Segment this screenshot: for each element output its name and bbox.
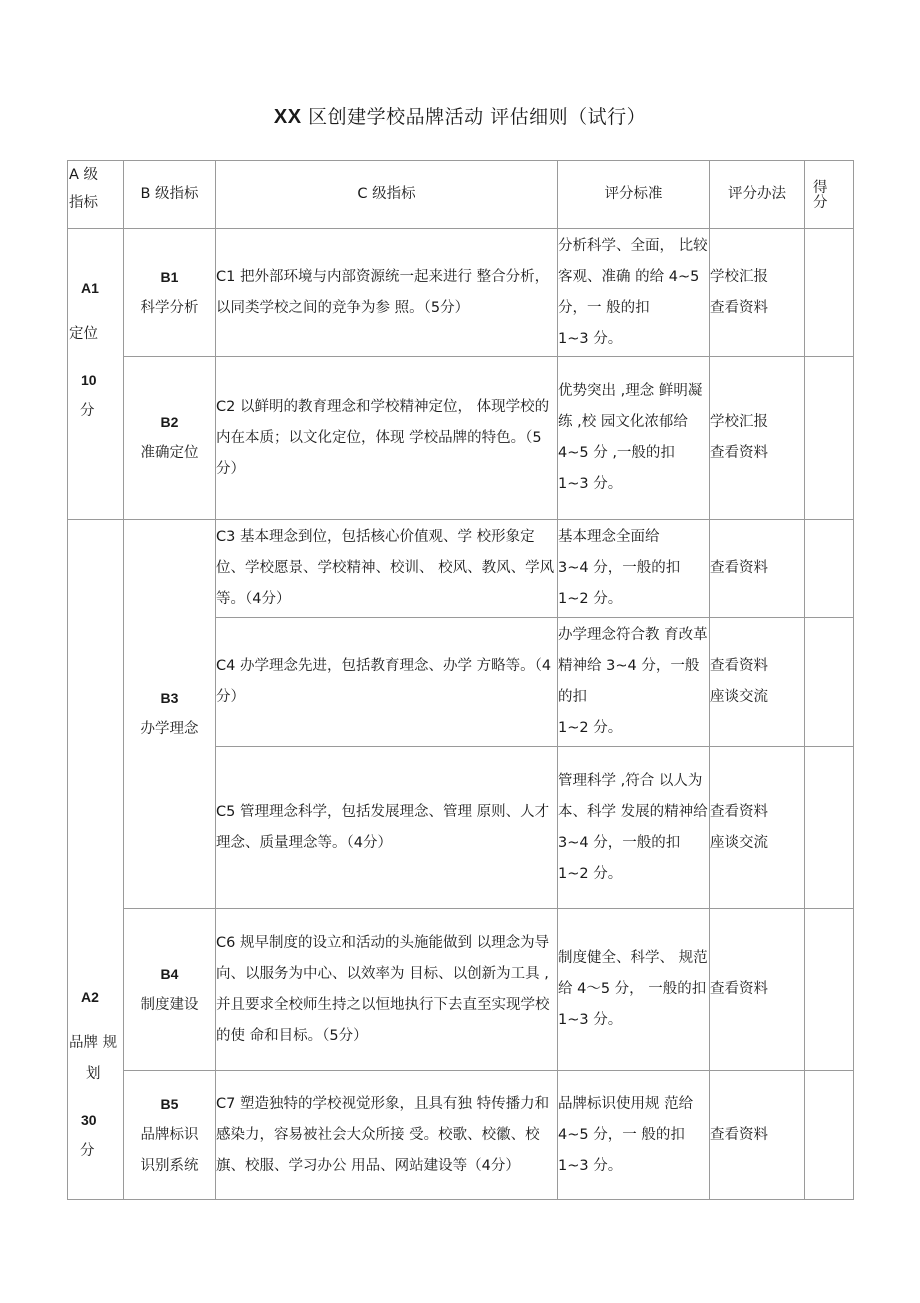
- table-row: [68, 520, 854, 618]
- b4-code: B4: [160, 965, 179, 982]
- a2-name: 品牌 规: [69, 1035, 118, 1051]
- header-score-line1: 得: [813, 180, 828, 196]
- c6-criteria: 制度健全、科学、 规范给 4〜5 分， 一般的扣 1~3 分。: [558, 909, 710, 1071]
- c5-criteria: 管理科学 ,符合 以人为本、科学 发展的精神给 3~4 分，一般的扣 1~2 分。: [558, 747, 710, 909]
- c4-criteria: 办学理念符合教 育改革精神给 3~4 分，一般的扣 1~2 分。: [558, 618, 710, 747]
- a2-cell: [68, 520, 124, 1200]
- c7-method: 查看资料: [710, 1071, 805, 1200]
- c4-method: 查看资料 座谈交流: [710, 618, 805, 747]
- page-title: [0, 102, 920, 129]
- c3-criteria: 基本理念全面给 3~4 分，一般的扣 1~2 分。: [558, 520, 710, 618]
- header-score: [805, 161, 854, 229]
- b5-name-line2: 识别系统: [140, 1157, 199, 1174]
- c2-method: 学校汇报 查看资料: [710, 357, 805, 520]
- b2-cell: [124, 357, 216, 520]
- c7-cell: C7 塑造独特的学校视觉形象，且具有独 特传播力和感染力，容易被社会大众所接 受。校歌、校徽、校旗、校服、学习办公 用品、网站建设等（4分）: [216, 1071, 558, 1200]
- c3-method: 查看资料: [710, 520, 805, 618]
- c4-cell: C4 办学理念先进，包括教育理念、办学 方略等。（4分）: [216, 618, 558, 747]
- c2-criteria: 优势突出 ,理念 鲜明凝练 ,校 园文化浓郁给 4~5 分 ,一般的扣 1~3 分。: [558, 357, 710, 520]
- c1-cell: C1 把外部环境与内部资源统一起来进行 整合分析，以同类学校之间的竞争为参 照。（5分）: [216, 229, 558, 357]
- header-a-line1: A 级: [69, 167, 99, 183]
- b1-code: B1: [160, 268, 179, 285]
- b5-cell: [124, 1071, 216, 1200]
- b3-code: B3: [160, 690, 179, 706]
- c1-method: 学校汇报 查看资料: [710, 229, 805, 357]
- header-score-line2: 分: [813, 195, 828, 211]
- header-b-level: B 级指标: [124, 161, 216, 229]
- header-criteria: 评分标准: [558, 161, 710, 229]
- c1-score-cell: [805, 229, 854, 357]
- c3-cell: C3 基本理念到位，包括核心价值观、学 校形象定位、学校愿景、学校精神、校训、 校风、教风、学风等。（4分）: [216, 520, 558, 618]
- b2-code: B2: [160, 414, 179, 430]
- c6-cell: C6 规早制度的设立和活动的头施能做到 以理念为导向、以服务为中心、以效率为 目标、以创新为工具 ,并且要求全校师生持之以恒地执行下去直至实现学校的使 命和目标。（5分）: [216, 909, 558, 1071]
- b5-name: 品牌标识: [140, 1126, 199, 1143]
- b1-name: 科学分析: [140, 299, 199, 316]
- table-row: [68, 1071, 854, 1200]
- a2-name-line2: 划: [86, 1066, 101, 1082]
- header-row: [68, 161, 854, 229]
- a1-code: A1: [81, 280, 99, 296]
- c5-method: 查看资料 座谈交流: [710, 747, 805, 909]
- evaluation-table: [67, 160, 854, 1200]
- b4-name: 制度建设: [140, 996, 199, 1013]
- b3-cell: [124, 520, 216, 909]
- b3-name: 办学理念: [140, 721, 199, 737]
- table-row: [68, 357, 854, 520]
- title-prefix: XX: [273, 106, 302, 128]
- header-a-level: [68, 161, 124, 229]
- c4-score-cell: [805, 618, 854, 747]
- table-row: [68, 229, 854, 357]
- b5-code: B5: [160, 1095, 179, 1112]
- a1-name: 定位: [69, 326, 98, 342]
- a1-cell: [68, 229, 124, 520]
- c7-criteria: 品牌标识使用规 范给 4~5 分，一 般的扣 1~3 分。: [558, 1071, 710, 1200]
- title-text: 区创建学校品牌活动 评估细则（试行）: [301, 106, 647, 128]
- b4-cell: [124, 909, 216, 1071]
- a2-unit: 分: [80, 1143, 95, 1159]
- header-method: 评分办法: [710, 161, 805, 229]
- b1-cell: [124, 229, 216, 357]
- c7-score-cell: [805, 1071, 854, 1200]
- a2-score: 30: [81, 1112, 97, 1128]
- table-row: [68, 909, 854, 1071]
- b2-name: 准确定位: [140, 445, 199, 461]
- a1-score: 10: [81, 372, 97, 388]
- c2-cell: C2 以鲜明的教育理念和学校精神定位， 体现学校的内在本质；以文化定位，体现 学校品牌的特色。（5分）: [216, 357, 558, 520]
- c3-score-cell: [805, 520, 854, 618]
- c5-cell: C5 管理理念科学，包括发展理念、管理 原则、人才理念、质量理念等。（4分）: [216, 747, 558, 909]
- c2-score-cell: [805, 357, 854, 520]
- header-c-level: C 级指标: [216, 161, 558, 229]
- c6-method: 查看资料: [710, 909, 805, 1071]
- a2-code: A2: [81, 989, 99, 1005]
- c1-criteria: 分析科学、全面， 比较客观、准确 的给 4~5 分，一 般的扣 1~3 分。: [558, 229, 710, 357]
- c6-score-cell: [805, 909, 854, 1071]
- a1-unit: 分: [80, 403, 95, 419]
- header-a-line2: 指标: [69, 195, 98, 211]
- c5-score-cell: [805, 747, 854, 909]
